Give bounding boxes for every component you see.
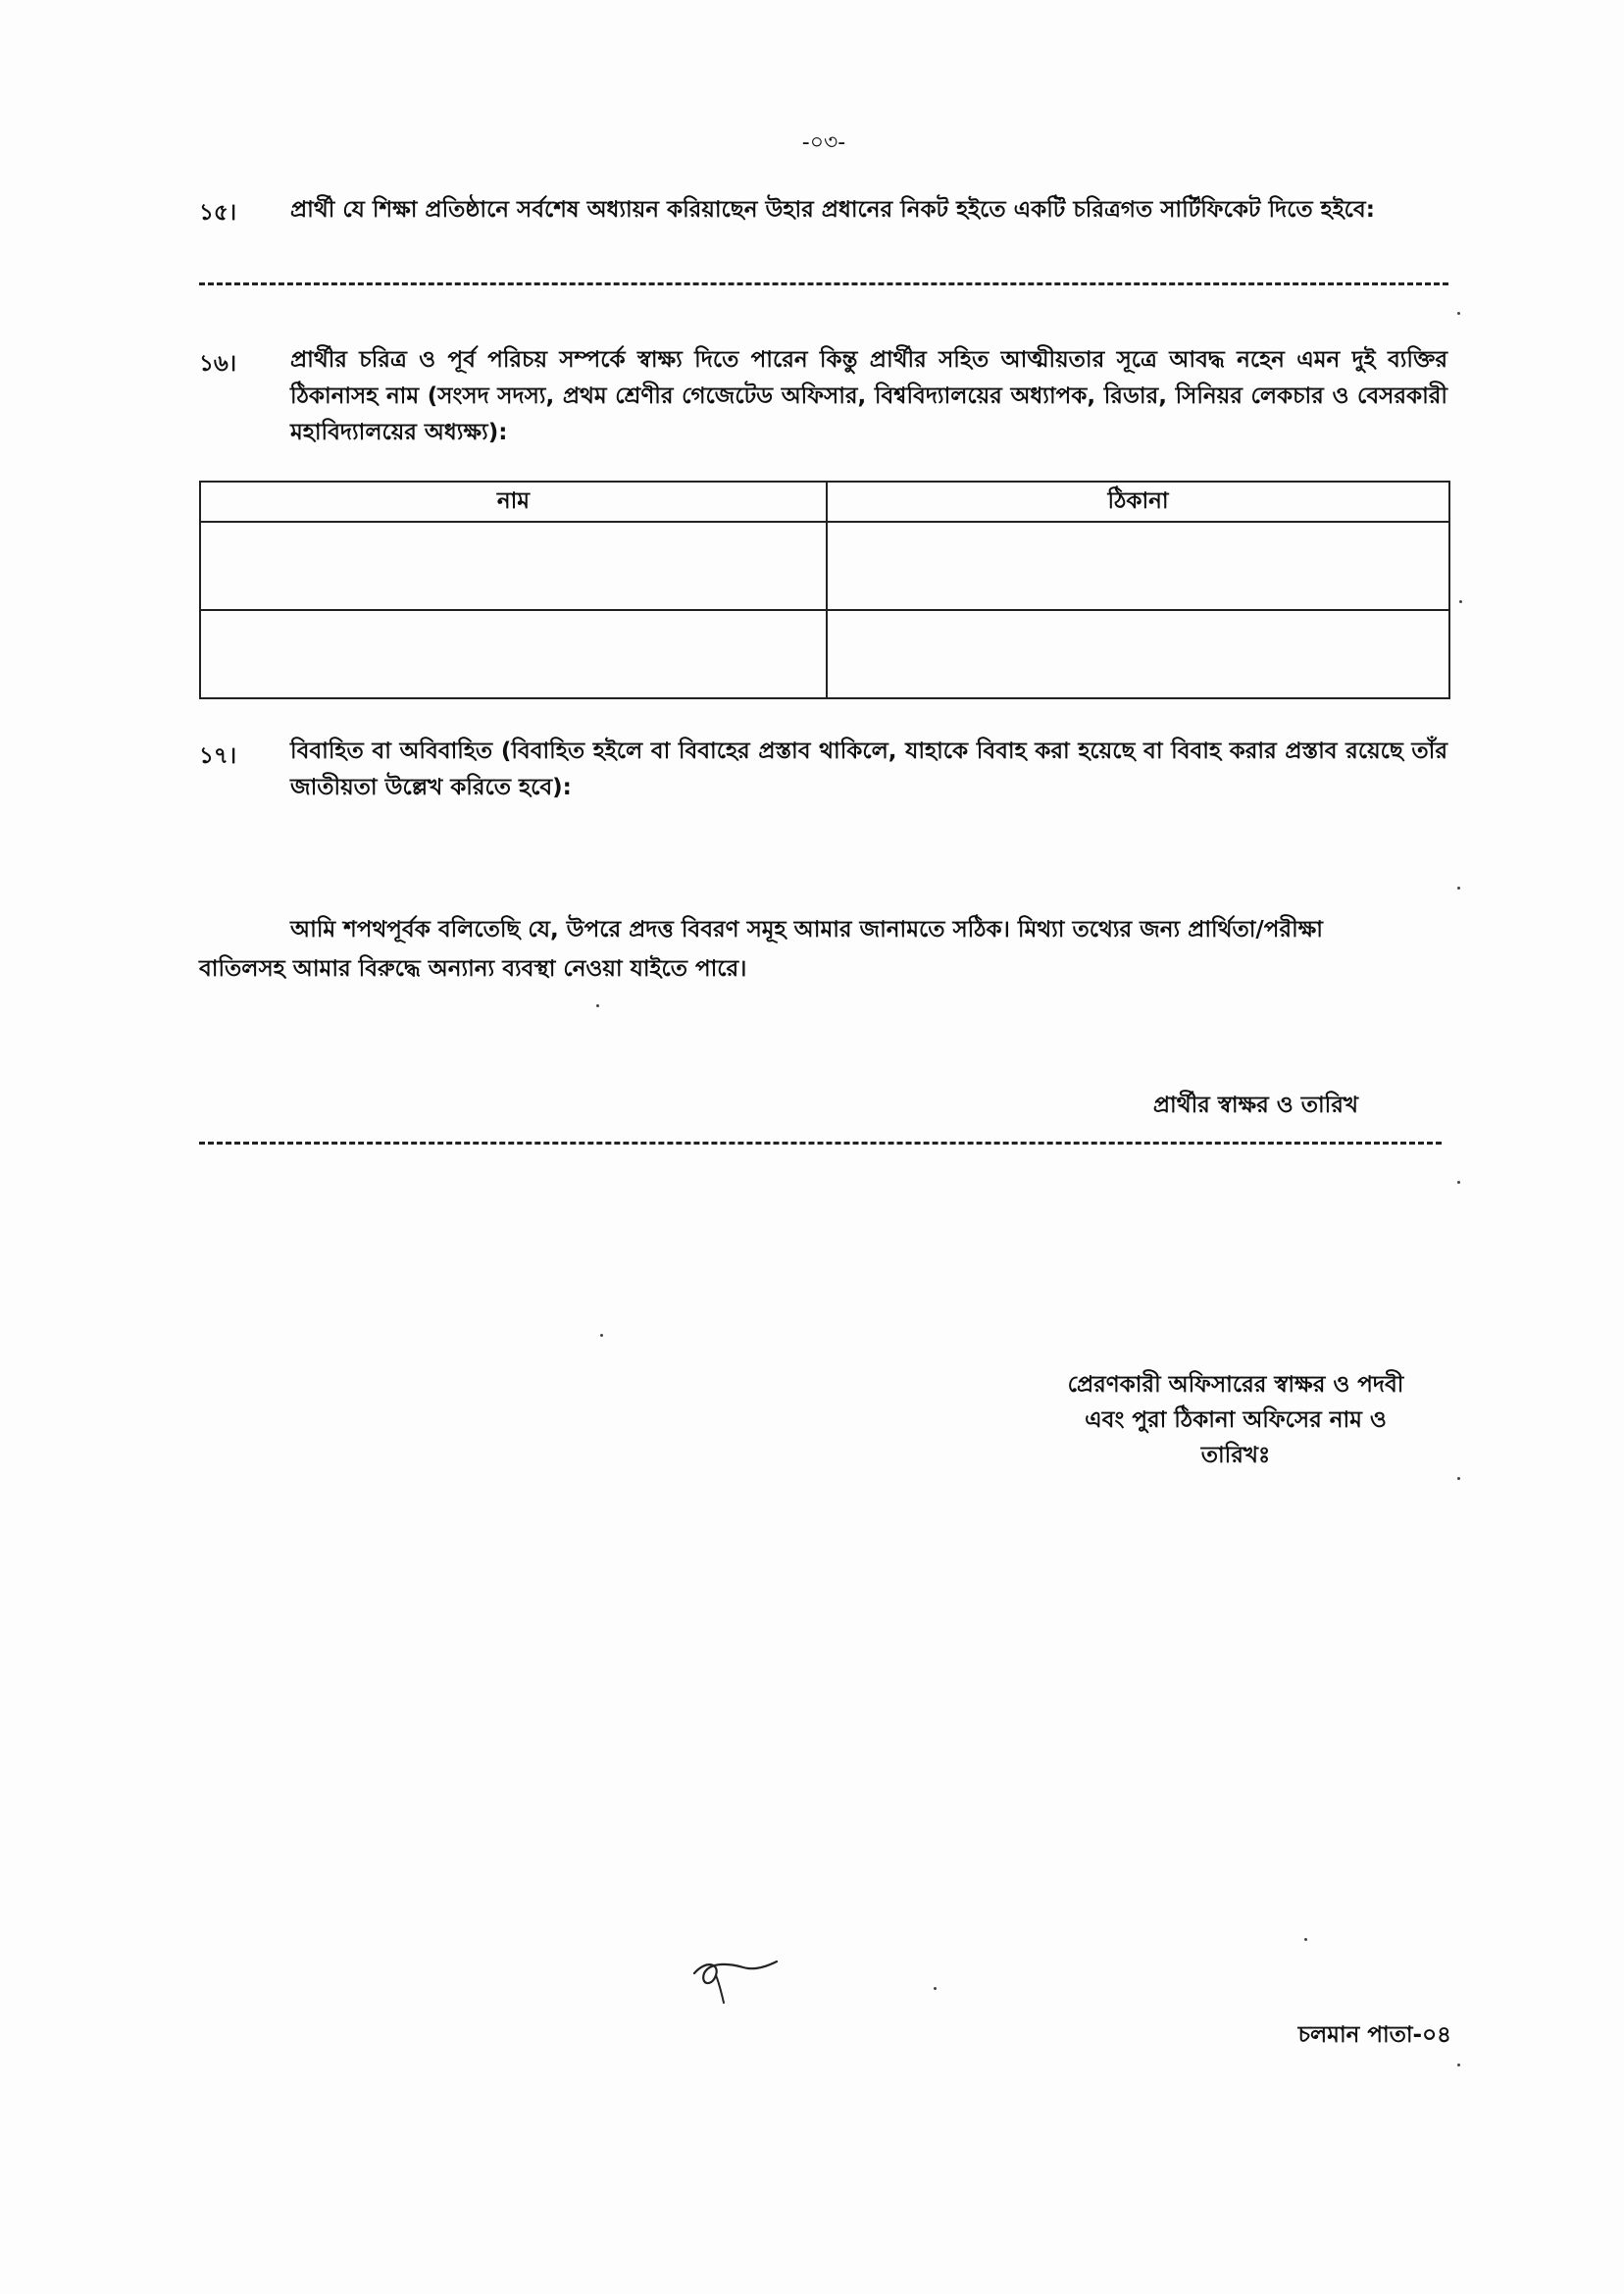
scan-speck	[1457, 1181, 1460, 1184]
handwritten-initial-mark	[686, 1950, 785, 2009]
item-16-text: প্রার্থীর চরিত্র ও পূর্ব পরিচয় সম্পর্কে স্বাক্ষ্য দিতে পারেন কিন্তু প্রার্থীর সহিত আত্মীয়তার সূত্রে আবদ্ধ নহেন এমন দুই ব্যক্তির ঠিকানাসহ নাম (সংসদ সদস্য, প্রথম শ্রেণীর গেজেটেড অফিসার, বিশ্ববিদ্যালয়ের অধ্যাপক, রিডার, সিনিয়র লেকচার ও বেসরকারী মহাবিদ্যালয়ের অধ্যক্ষ্য):	[290, 347, 1447, 445]
item-17-text: বিবাহিত বা অবিবাহিত (বিবাহিত হইলে বা বিবাহের প্রস্তাব থাকিলে, যাহাকে বিবাহ করা হয়েছে বা বিবাহ করার প্রস্তাব রয়েছে তাঁর জাতীয়তা উল্লেখ করিতে হবে):	[290, 739, 1447, 800]
scan-speck	[596, 1004, 599, 1007]
scan-speck	[1457, 2064, 1460, 2066]
item-17-number: ১৭।	[199, 743, 237, 769]
forwarding-officer-line-2: এবং পুরা ঠিকানা অফিসের নাম ও	[1085, 1407, 1387, 1433]
forwarding-officer-block	[1040, 1367, 1432, 1473]
forwarding-officer-line-1: প্রেরণকারী অফিসারের স্বাক্ষর ও পদবী	[1067, 1372, 1404, 1398]
scan-speck	[1457, 887, 1460, 890]
table-header-row	[200, 482, 1449, 522]
declaration-line-1: আমি শপথপূর্বক বলিতেছি যে, উপরে প্রদত্ত বিবরণ সমূহ আমার জানামতে সঠিক। মিথ্যা তথ্যের জন্য প্রার্থিতা/পরীক্ষা	[290, 917, 1323, 943]
scan-speck	[600, 1334, 603, 1337]
table-cell-name	[200, 610, 827, 698]
item-15-text: প্রার্থী যে শিক্ষা প্রতিষ্ঠানে সর্বশেষ অধ্যায়ন করিয়াছেন উহার প্রধানের নিকট হইতে একটি চরিত্রগত সার্টিফিকেট দিতে হইবে:	[290, 197, 1375, 223]
item-16-number: ১৬।	[199, 351, 237, 377]
table-header-address: ঠিকানা	[827, 482, 1449, 522]
page-number: -০৩-	[801, 130, 846, 155]
scan-speck	[1459, 600, 1462, 603]
forwarding-officer-line-3: তারিখঃ	[1200, 1443, 1271, 1468]
scan-speck	[934, 1987, 937, 1990]
candidate-signature-label: প্রার্থীর স্বাক্ষর ও তারিখ	[1152, 1093, 1358, 1118]
section-separator-line	[199, 1142, 1442, 1145]
item-15-number: ১৫।	[199, 200, 237, 226]
reference-persons-table	[199, 481, 1450, 699]
table-cell-address	[827, 610, 1449, 698]
continued-page-footer: চলমান পাতা-০৪	[1297, 2022, 1451, 2048]
declaration-line-2: বাতিলসহ আমার বিরুদ্ধে অন্যান্য ব্যবস্থা নেওয়া যাইতে পারে।	[199, 956, 747, 982]
table-row	[200, 522, 1449, 610]
item-15-answer-line	[199, 282, 1448, 285]
table-cell-name	[200, 522, 827, 610]
table-header-name: নাম	[200, 482, 827, 522]
table-row	[200, 610, 1449, 698]
scan-speck	[1457, 1477, 1460, 1480]
table-cell-address	[827, 522, 1449, 610]
scan-speck	[1457, 312, 1460, 315]
scan-speck	[1304, 1938, 1307, 1941]
